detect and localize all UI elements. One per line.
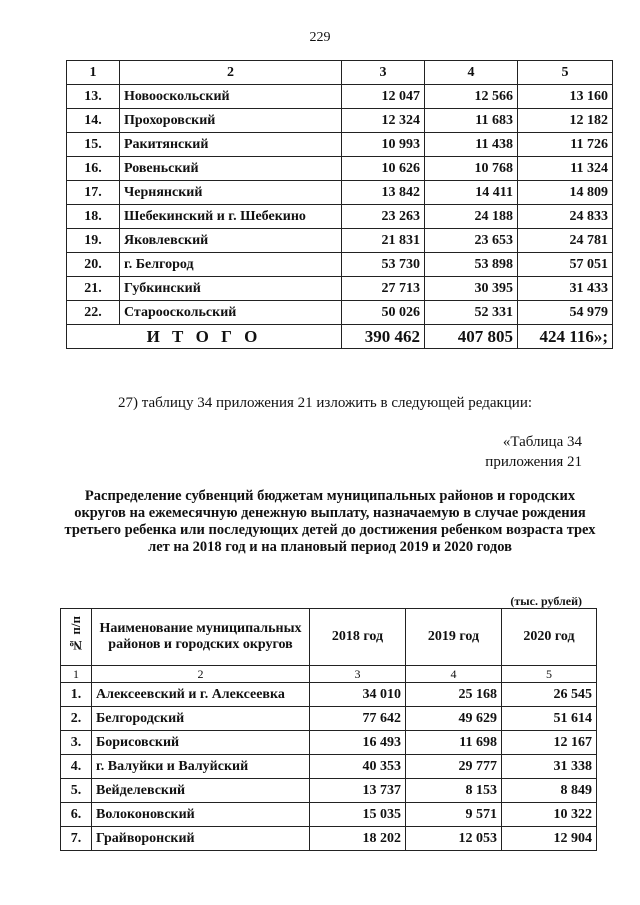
table-row (61, 827, 597, 851)
value-2019-cell: 49 629 (406, 707, 502, 731)
col-number-cell: 2 (120, 61, 342, 85)
value-2018-cell: 50 026 (342, 301, 425, 325)
row-number-cell: 1. (61, 683, 92, 707)
header-2019-cell: 2019 год (406, 609, 502, 666)
value-2018-cell: 53 730 (342, 253, 425, 277)
table-row (67, 229, 613, 253)
table-row (67, 277, 613, 301)
value-2018-cell: 13 737 (310, 779, 406, 803)
value-2020-cell: 57 051 (518, 253, 613, 277)
page-number: 229 (309, 30, 331, 45)
table1-body (67, 61, 613, 349)
value-2020-cell: 24 781 (518, 229, 613, 253)
value-2020-cell: 12 182 (518, 109, 613, 133)
row-number-cell: 3. (61, 731, 92, 755)
value-2019-cell: 9 571 (406, 803, 502, 827)
value-2020-cell: 54 979 (518, 301, 613, 325)
district-name-cell: Вейделевский (92, 779, 310, 803)
row-number-cell: 5. (61, 779, 92, 803)
column-number-row (61, 666, 597, 683)
value-2018-cell: 34 010 (310, 683, 406, 707)
value-2019-cell: 23 653 (425, 229, 518, 253)
table-row (67, 85, 613, 109)
amendment-instruction: 27) таблицу 34 приложения 21 изложить в следующей редакции: (118, 395, 533, 411)
row-number-cell: 19. (67, 229, 120, 253)
table-ref-line2: приложения 21 (485, 454, 582, 470)
value-2020-cell: 51 614 (502, 707, 597, 731)
table-row (61, 731, 597, 755)
subvention-table (60, 608, 597, 851)
row-number-cell: 20. (67, 253, 120, 277)
table-ref-line1: «Таблица 34 (502, 434, 582, 450)
district-name-cell: Белгородский (92, 707, 310, 731)
col-number-cell: 2 (92, 666, 310, 683)
row-number-cell: 22. (67, 301, 120, 325)
header-num-cell (61, 609, 92, 666)
value-2019-cell: 14 411 (425, 181, 518, 205)
value-2019-cell: 11 698 (406, 731, 502, 755)
row-number-cell: 14. (67, 109, 120, 133)
header-row (61, 609, 597, 666)
district-name-cell: Борисовский (92, 731, 310, 755)
row-number-cell: 21. (67, 277, 120, 301)
table-row (61, 779, 597, 803)
value-2018-cell: 16 493 (310, 731, 406, 755)
col-number-cell: 3 (342, 61, 425, 85)
value-2020-cell: 12 167 (502, 731, 597, 755)
column-number-row (67, 61, 613, 85)
col-number-cell: 5 (518, 61, 613, 85)
value-2020-cell: 11 324 (518, 157, 613, 181)
table-row (61, 755, 597, 779)
value-2019-cell: 24 188 (425, 205, 518, 229)
district-name-cell: Волоконовский (92, 803, 310, 827)
table-row (67, 253, 613, 277)
value-2019-cell: 29 777 (406, 755, 502, 779)
value-2018-cell: 21 831 (342, 229, 425, 253)
value-2018-cell: 12 047 (342, 85, 425, 109)
value-2018-cell: 23 263 (342, 205, 425, 229)
row-number-cell: 13. (67, 85, 120, 109)
value-2018-cell: 12 324 (342, 109, 425, 133)
district-name-cell: Яковлевский (120, 229, 342, 253)
district-name-cell: Новооскольский (120, 85, 342, 109)
value-2019-cell: 8 153 (406, 779, 502, 803)
value-2020-cell: 11 726 (518, 133, 613, 157)
row-number-cell: 17. (67, 181, 120, 205)
header-2020-cell: 2020 год (502, 609, 597, 666)
value-2018-cell: 10 993 (342, 133, 425, 157)
table-row (67, 109, 613, 133)
value-2020-cell: 24 833 (518, 205, 613, 229)
district-name-cell: Ровеньский (120, 157, 342, 181)
table-row (61, 683, 597, 707)
value-2019-cell: 12 053 (406, 827, 502, 851)
table-row (67, 181, 613, 205)
row-number-cell: 16. (67, 157, 120, 181)
value-2019-cell: 10 768 (425, 157, 518, 181)
value-2018-cell: 13 842 (342, 181, 425, 205)
budget-table-continued (66, 60, 613, 349)
col-number-cell: 4 (406, 666, 502, 683)
row-number-cell: 4. (61, 755, 92, 779)
district-name-cell: Губкинский (120, 277, 342, 301)
value-2018-cell: 40 353 (310, 755, 406, 779)
value-2019-cell: 11 438 (425, 133, 518, 157)
value-2020-cell: 8 849 (502, 779, 597, 803)
district-name-cell: Алексеевский и г. Алексеевка (92, 683, 310, 707)
row-number-cell: 7. (61, 827, 92, 851)
header-num-label: № п/п (68, 616, 83, 653)
value-2018-cell: 27 713 (342, 277, 425, 301)
total-2019-cell: 407 805 (425, 325, 518, 349)
value-2018-cell: 15 035 (310, 803, 406, 827)
value-2018-cell: 18 202 (310, 827, 406, 851)
value-2020-cell: 12 904 (502, 827, 597, 851)
total-2020-cell: 424 116»; (518, 325, 613, 349)
units-label: (тыс. рублей) (510, 594, 582, 608)
value-2018-cell: 77 642 (310, 707, 406, 731)
value-2020-cell: 14 809 (518, 181, 613, 205)
table-row (67, 133, 613, 157)
table-row (67, 301, 613, 325)
district-name-cell: г. Валуйки и Валуйский (92, 755, 310, 779)
table-reference (485, 432, 582, 472)
district-name-cell: Старооскольский (120, 301, 342, 325)
value-2019-cell: 11 683 (425, 109, 518, 133)
col-number-cell: 1 (67, 61, 120, 85)
value-2020-cell: 31 433 (518, 277, 613, 301)
value-2019-cell: 30 395 (425, 277, 518, 301)
value-2019-cell: 52 331 (425, 301, 518, 325)
value-2018-cell: 10 626 (342, 157, 425, 181)
value-2020-cell: 10 322 (502, 803, 597, 827)
table-row (67, 205, 613, 229)
col-number-cell: 5 (502, 666, 597, 683)
col-number-cell: 4 (425, 61, 518, 85)
value-2019-cell: 25 168 (406, 683, 502, 707)
header-name-cell: Наименование муниципальных районов и городских округов (92, 609, 310, 666)
district-name-cell: Ракитянский (120, 133, 342, 157)
col-number-cell: 3 (310, 666, 406, 683)
district-name-cell: Прохоровский (120, 109, 342, 133)
total-2018-cell: 390 462 (342, 325, 425, 349)
total-row (67, 325, 613, 349)
row-number-cell: 18. (67, 205, 120, 229)
table-heading: Распределение субвенций бюджетам муниципальных районов и городских округов на ежемесячную денежную выплату, назначаемую в случае рождения третьего ребенка или последующих детей до достижения ребенком возраста трех лет на 2018 год и на плановый период 2019 и 2020 годов (64, 488, 596, 555)
value-2020-cell: 26 545 (502, 683, 597, 707)
district-name-cell: Шебекинский и г. Шебекино (120, 205, 342, 229)
district-name-cell: Грайворонский (92, 827, 310, 851)
col-number-cell: 1 (61, 666, 92, 683)
row-number-cell: 6. (61, 803, 92, 827)
table-row (61, 803, 597, 827)
header-2018-cell: 2018 год (310, 609, 406, 666)
table-row (67, 157, 613, 181)
row-number-cell: 2. (61, 707, 92, 731)
value-2019-cell: 53 898 (425, 253, 518, 277)
value-2020-cell: 31 338 (502, 755, 597, 779)
value-2020-cell: 13 160 (518, 85, 613, 109)
district-name-cell: г. Белгород (120, 253, 342, 277)
row-number-cell: 15. (67, 133, 120, 157)
total-label-cell: И Т О Г О (67, 325, 342, 349)
district-name-cell: Чернянский (120, 181, 342, 205)
value-2019-cell: 12 566 (425, 85, 518, 109)
table-row (61, 707, 597, 731)
table2-body (61, 609, 597, 851)
